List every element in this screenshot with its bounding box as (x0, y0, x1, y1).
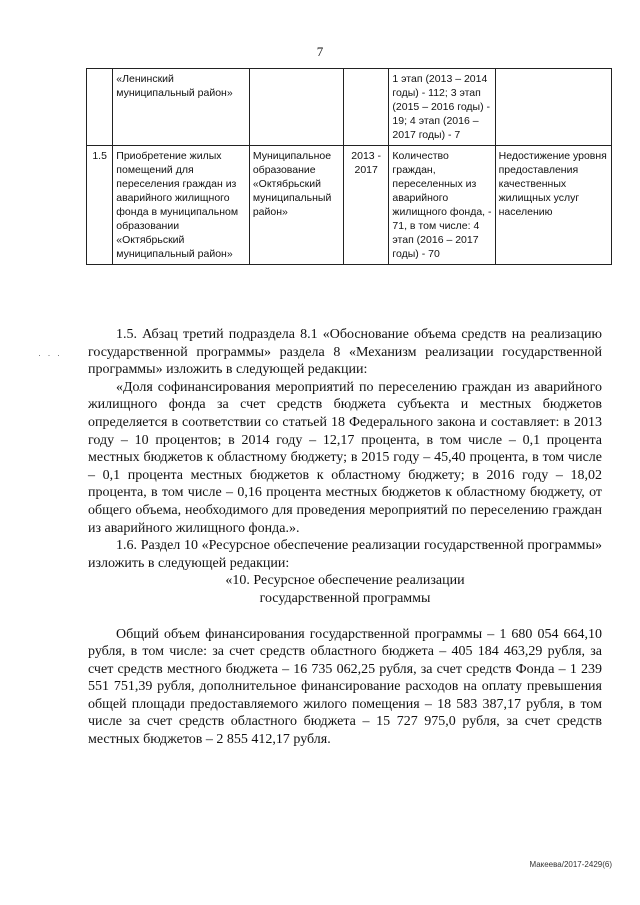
cell-consequence: Недостижение уровня предоставления качественных жилищных услуг населению (495, 146, 611, 265)
footer-reference: Макеева/2017-2429(6) (529, 860, 612, 869)
spacer (88, 608, 602, 626)
section-heading-line-2: государственной программы (259, 590, 431, 606)
cell-name: «Ленинский муниципальный район» (113, 69, 250, 146)
section-heading-line-1: «10. Ресурсное обеспечение реализации (225, 573, 465, 589)
cell-num (87, 69, 113, 146)
paragraph-financing-total: Общий объем финансирования государственной программы – 1 680 054 664,10 рубля, в том числе: за счет средств областного бюджета – 405 184 463,29 рубля, за счет средств местного бюджета – 16 735 062,25 рубля, за счет средств Фонда – 1 239 551 751,39 рубля, дополнительное финансирование расходов на оплату превышения общей площади предоставляемого жилого помещения – 18 583 387,17 рубля, в том числе за счет средств областного бюджета – 15 727 975,0 рубля, за счет средств местных бюджетов – 2 855 412,17 рубля. (88, 626, 602, 748)
cell-indicator: Количество граждан, переселенных из аварийного жилищного фонда, - 71, в том числе: 4 этап (2016 – 2017 годы) - 70 (389, 146, 495, 265)
cell-indicator: 1 этап (2013 – 2014 годы) - 112; 3 этап (2015 – 2016 годы) - 19; 4 этап (2016 – 2017 годы) - 7 (389, 69, 495, 146)
table-row (87, 146, 612, 265)
paragraph-cofinancing: «Доля софинансирования мероприятий по переселению граждан из аварийного жилищного фонда за счет средств бюджета субъекта и местных бюджетов определяется в соответствии со статьей 18 Федерального закона и составляет: в 2013 году – 10 процентов; в 2014 году – 12,17 процента, в том числе – 0,1 процента местных бюджетов к областному бюджету; в 2015 году – 45,40 процента, в том числе – 0,1 процента местных бюджетов к областному бюджету; в 2016 году – 18,02 процента, в том числе – 0,16 процента местных бюджетов к областному бюджету, от общего объема, необходимого для проведения мероприятий по переселению граждан из аварийного жилищного фонда.». (88, 379, 602, 536)
cell-consequence (495, 69, 611, 146)
body-text (88, 326, 602, 749)
margin-marks: · · · (38, 350, 62, 360)
cell-executor: Муниципальное образование «Октябрьский муниципальный район» (249, 146, 343, 265)
paragraph-1-5: 1.5. Абзац третий подраздела 8.1 «Обоснование объема средств на реализацию государственной программы» раздела 8 «Механизм реализации государственной программы» изложить в следующей редакции: (88, 327, 602, 378)
paragraph-1-6: 1.6. Раздел 10 «Ресурсное обеспечение реализации государственной программы» изложить в следующей редакции: (88, 538, 602, 571)
table-row (87, 69, 612, 146)
cell-executor (249, 69, 343, 146)
cell-term (343, 69, 389, 146)
cell-term: 2013 - 2017 (343, 146, 389, 265)
cell-name: Приобретение жилых помещений для переселения граждан из аварийного жилищного фонда в муниципальном образовании «Октябрьский муниципальный район» (113, 146, 250, 265)
program-table (86, 68, 612, 265)
page-number: 7 (316, 44, 324, 59)
cell-num: 1.5 (87, 146, 113, 265)
